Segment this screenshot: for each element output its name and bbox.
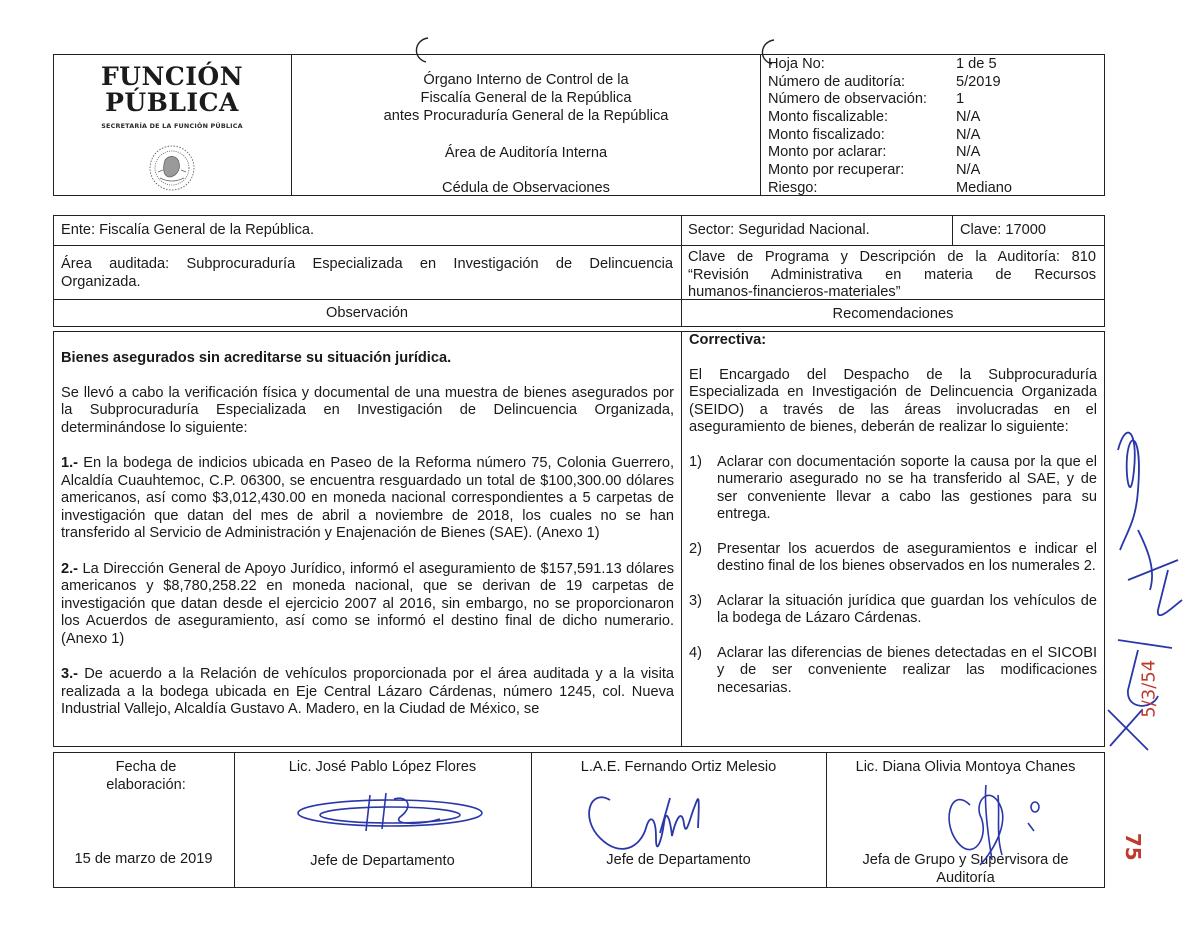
recomendaciones-header: Recomendaciones [832,306,954,322]
observacion-intro: Se llevó a cabo la verificación física y documental de una muestra de bienes asegurados por la Subprocuraduría Especializada en Investigación de Delincuencia Organizada, determinándose lo siguiente: [61,384,674,436]
programa-line-1: Clave de Programa y Descripción de la Auditoría: 810 [688,249,1096,265]
observacion-header: Observación [326,305,408,321]
recomendacion-item: 2) Presentar los acuerdos de aseguramientos e indicar el destino final de los bienes observados en los numerales 2. [689,540,1097,574]
signer-name: Lic. José Pablo López Flores [288,759,477,775]
org-line-3: antes Procuraduría General de la República [383,108,669,124]
programa-cell [688,249,1096,302]
org-line-1: Órgano Interno de Control de la [423,72,629,88]
meta-row: Riesgo: Mediano [768,179,1012,196]
ente-cell [61,222,314,240]
logo [62,64,282,196]
signer-name: L.A.E. Fernando Ortiz Melesio [580,759,777,775]
meta-row: Número de auditoría: 5/2019 [768,73,1001,90]
margin-note: 5/3/54 [1138,659,1160,718]
meta-row: Hoja No: 1 de 5 [768,56,997,72]
recomendacion-item: 4) Aclarar las diferencias de bienes detectadas en el SICOBI y de ser conveniente realizar las modificaciones necesarias. [689,644,1097,696]
observacion-item: 2.- La Dirección General de Apoyo Jurídico, informó el aseguramiento de $157,591.13 dólares americanos y $8,780,258.22 en moneda nacional, que se derivan de 19 carpetas de investigación que datan desde el ejercicio 2007 al 2016, sin embargo, no se proporcionaron los Acuerdos de aseguramiento, así como se informó el destino final de dicho numerario. (Anexo 1) [61,560,674,647]
document-title: Cédula de Observaciones [442,180,610,196]
logo-line-2: PÚBLICA [105,88,239,117]
meta-row: Monto por aclarar: N/A [768,144,981,161]
ente-value: Fiscalía General de la República. [95,222,315,238]
org-line-2: Fiscalía General de la República [420,90,632,106]
fecha-value: 15 de marzo de 2019 [74,851,213,867]
programa-line-3: humanos-financieros-materiales” [688,284,901,300]
programa-line-2: “Revisión Administrativa en materia de Recursos [688,266,1096,283]
recomendaciones-title: Correctiva: [689,332,767,348]
observacion-column [61,350,674,719]
meta-row: Número de observación: 1 [768,91,965,108]
logo-line-1: FUNCIÓN [100,62,244,91]
recomendaciones-column [689,332,1097,697]
header-meta [768,56,1098,198]
logo-subtitle: SECRETARÍA DE LA FUNCIÓN PÚBLICA [101,122,243,130]
signer-name: Lic. Diana Olivia Montoya Chanes [855,759,1076,775]
header-area: Área de Auditoría Interna [444,145,608,161]
observacion-item: 1.- En la bodega de indicios ubicada en Paseo de la Reforma número 75, Colonia Guerrero, Alcaldía Cuauhtemoc, C.P. 06300, se encuentra resguardado un total de $100,300.00 dólares americanos, así como $3,012,430.00 en moneda nacional correspondientes a 5 carpetas de investigación que datan del mes de abril a noviembre de 2018, los cuales no se han transferido al Servicio de Administración y Enajenación de Bienes (SAE). (Anexo 1) [61,455,674,541]
fecha-label: Fecha de elaboración: [106,759,186,793]
observacion-title: Bienes asegurados sin acreditarse su situación jurídica. [61,350,452,366]
area-auditada-line-2: Organizada. [61,273,141,290]
meta-row: Monto por recuperar: N/A [768,162,981,179]
recomendacion-item: 1) Aclarar con documentación soporte la causa por la que el numerario asegurado no se ha transferido al SAE, y de ser conveniente llevar a cabo las gestiones para su entrega. [689,453,1097,522]
meta-row: Monto fiscalizable: N/A [768,109,981,126]
coat-of-arms-icon [62,142,282,196]
folio-number: 75 [1120,832,1145,861]
area-auditada-cell [61,256,673,291]
area-auditada-line-1: Área auditada: Subprocuraduría Especializada en Investigación de Delincuencia [61,256,673,272]
recomendacion-item: 3) Aclarar la situación jurídica que guardan los vehículos de la bodega de Lázaro Cárdenas. [689,592,1097,626]
meta-row: Monto fiscalizado: N/A [768,126,981,143]
header-organization [300,72,752,126]
signer-role: Jefe de Departamento [606,852,751,868]
ente-label: Ente: [61,222,96,238]
signer-role: Jefe de Departamento [310,853,455,869]
signer-role: Jefa de Grupo y Supervisora de Auditoría [862,852,1069,886]
recomendaciones-intro: El Encargado del Despacho de la Subprocuraduría Especializada en Investigación de Delincuencia Organizada (SEIDO) a través de las áreas involucradas en el aseguramiento de bienes, deberán de realizar lo siguiente: [689,366,1097,435]
observacion-item: 3.- De acuerdo a la Relación de vehículos proporcionada por el área auditada y a la visita realizada a la bodega ubicada en Eje Central Lázaro Cárdenas, número 1245, col. Nueva Industrial Vallejo, Alcaldía Gustavo A. Madero, en la Ciudad de México, se [61,666,674,717]
sector-cell: Sector: Seguridad Nacional. [688,222,870,238]
clave-cell: Clave: 17000 [960,222,1047,238]
